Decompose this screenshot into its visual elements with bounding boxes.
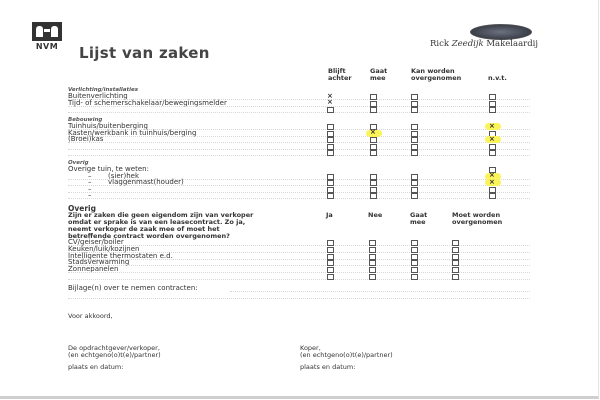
checkbox-ja[interactable]	[327, 254, 334, 260]
list-dash: –	[88, 178, 92, 187]
column-header-line: achter	[328, 74, 352, 82]
list-dash: –	[88, 191, 92, 200]
column-header-line: Ja	[326, 211, 333, 219]
contracts-col-nee	[368, 212, 382, 219]
contracts-question-line: neemt verkoper de zaak mee of moet het	[68, 225, 220, 233]
contracts-col-ja	[326, 212, 333, 219]
checkbox-moet-worden-overgenomen[interactable]	[452, 267, 459, 273]
checkbox-moet-worden-overgenomen[interactable]	[452, 240, 459, 246]
checkbox-nee[interactable]	[369, 247, 376, 253]
row-label: Buitenverlichting	[68, 92, 128, 100]
buyer-signature-block	[300, 345, 393, 371]
list-dash: –	[88, 171, 92, 180]
column-header-line: Gaat	[370, 67, 388, 75]
nvm-logo	[30, 22, 64, 56]
row-divider	[68, 106, 530, 107]
checkbox-kan[interactable]	[411, 124, 418, 130]
checkbox-gaat[interactable]	[370, 180, 377, 186]
checkbox-nvt-checked[interactable]: ×	[489, 121, 495, 130]
checkbox-kan[interactable]	[411, 94, 418, 100]
checkbox-nvt-checked[interactable]: ×	[489, 171, 495, 180]
row-label: Tuinhuis/buitenberging	[68, 122, 148, 130]
contract-row-label: Zonnepanelen	[68, 265, 119, 274]
checkbox-gaat[interactable]	[370, 94, 377, 100]
column-header-line: n.v.t.	[488, 74, 507, 82]
buyer-place-date[interactable]: plaats en datum:	[300, 363, 356, 371]
checkbox-kan[interactable]	[411, 131, 418, 137]
column-header-kan-worden-overgenomen	[411, 68, 461, 82]
checkbox-nvt-checked[interactable]: ×	[489, 177, 495, 186]
column-header-nvt	[488, 75, 507, 82]
checkbox-gaat-mee[interactable]	[411, 240, 418, 246]
row-divider	[68, 155, 530, 156]
checkbox-gaat-mee[interactable]	[411, 247, 418, 253]
checkbox-kan[interactable]	[411, 101, 418, 107]
seller-signature-block	[68, 345, 161, 371]
row-divider	[68, 112, 530, 113]
checkbox-nee[interactable]	[369, 254, 376, 260]
contracts-question-line: omdat er sprake is van een leasecontract. Zo ja,	[68, 218, 246, 226]
contracts-heading: Overig	[68, 204, 96, 213]
checkbox-kan[interactable]	[411, 187, 418, 193]
checkbox-blijft[interactable]	[327, 187, 334, 193]
checkbox-gaat[interactable]	[370, 144, 377, 150]
row-divider	[68, 259, 530, 260]
checkbox-ja[interactable]	[327, 240, 334, 246]
checkbox-ja[interactable]	[327, 274, 334, 280]
seller-place-date[interactable]: plaats en datum:	[68, 363, 124, 371]
nvm-logo-mark-icon	[32, 22, 62, 41]
checkbox-nvt[interactable]	[489, 107, 496, 113]
checkbox-nee[interactable]	[369, 260, 376, 266]
checkbox-blijft[interactable]	[327, 180, 334, 186]
buyer-line: (en echtgeno(o)t(e)/partner)	[300, 351, 393, 359]
checkbox-kan[interactable]	[411, 174, 418, 180]
checkbox-nvt-checked[interactable]: ×	[489, 134, 495, 143]
row-divider	[68, 142, 530, 143]
agency-logo-icon	[470, 24, 532, 40]
row-label: (Broei)kas	[68, 135, 104, 144]
checkbox-blijft[interactable]	[327, 150, 334, 156]
contract-row-label: Stadsverwarming	[68, 258, 130, 267]
checkbox-ja[interactable]	[327, 260, 334, 266]
checkbox-gaat[interactable]	[370, 107, 377, 113]
divider	[68, 298, 530, 299]
checkbox-gaat[interactable]	[370, 174, 377, 180]
row-divider	[68, 192, 530, 193]
checkbox-nvt[interactable]	[489, 101, 496, 107]
list-dash: –	[88, 184, 92, 193]
section-label: Bebouwing	[68, 117, 103, 123]
checkbox-blijft[interactable]	[327, 193, 334, 199]
checkbox-gaat[interactable]	[370, 193, 377, 199]
checkbox-nvt[interactable]	[489, 187, 496, 193]
row-divider	[68, 149, 530, 150]
checkbox-gaat[interactable]	[370, 150, 377, 156]
checkbox-moet-worden-overgenomen[interactable]	[452, 260, 459, 266]
contract-row-label: Intelligente thermostaten e.d.	[68, 251, 173, 260]
checkbox-nvt[interactable]	[489, 150, 496, 156]
row-label: Kasten/werkbank in tuinhuis/berging	[68, 128, 197, 137]
row-divider	[68, 136, 530, 137]
column-header-line: overgenomen	[452, 218, 503, 226]
checkbox-blijft-checked[interactable]: ×	[327, 98, 333, 107]
column-header-line: Kan worden	[411, 67, 455, 75]
section-label: Verlichting/installaties	[68, 87, 139, 93]
seller-line: (en echtgeno(o)t(e)/partner)	[68, 351, 161, 359]
column-header-line: Moet worden	[452, 211, 501, 219]
agency-name-italic: Zeedijk	[451, 39, 484, 49]
column-header-line: mee	[370, 74, 386, 82]
checkbox-kan[interactable]	[411, 144, 418, 150]
attachments-label: Bijlage(n) over te nemen contracten:	[68, 284, 198, 292]
checkbox-nee[interactable]	[369, 267, 376, 273]
row-label: vlaggenmast(houder)	[108, 178, 184, 187]
checkbox-blijft-checked[interactable]: ×	[327, 91, 333, 100]
checkbox-kan[interactable]	[411, 107, 418, 113]
checkbox-kan[interactable]	[411, 150, 418, 156]
checkbox-nvt[interactable]	[489, 193, 496, 199]
checkbox-gaat-mee[interactable]	[411, 274, 418, 280]
row-label: Tijd- of schemerschakelaar/bewegingsmelder	[68, 98, 227, 107]
checkbox-gaat-mee[interactable]	[411, 260, 418, 266]
checkbox-blijft[interactable]	[327, 137, 334, 143]
column-header-line: Gaat	[410, 211, 428, 219]
section-label: Overig	[68, 160, 89, 166]
section-intro: Overige tuin, te weten:	[68, 165, 149, 173]
checkbox-blijft[interactable]	[327, 107, 334, 113]
checkbox-moet-worden-overgenomen[interactable]	[452, 254, 459, 260]
row-divider	[68, 279, 530, 280]
page-title: Lijst van zaken	[79, 44, 210, 62]
checkbox-gaat[interactable]	[370, 187, 377, 193]
checkbox-blijft[interactable]	[327, 131, 334, 137]
checkbox-gaat-mee[interactable]	[411, 267, 418, 273]
contracts-col-moet-worden-overgenomen	[452, 212, 502, 226]
agreement-text: Voor akkoord,	[68, 312, 113, 320]
checkbox-ja[interactable]	[327, 247, 334, 253]
row-divider	[68, 272, 530, 273]
column-header-gaat-mee	[370, 68, 387, 82]
row-label: (sier)hek	[108, 171, 140, 180]
checkbox-gaat-checked[interactable]: ×	[370, 128, 376, 137]
attachments-line[interactable]	[230, 291, 530, 292]
checkbox-ja[interactable]	[327, 267, 334, 273]
agency-name-last: Makelaardij	[483, 39, 539, 49]
checkbox-moet-worden-overgenomen[interactable]	[452, 247, 459, 253]
column-header-line: overgenomen	[411, 74, 462, 82]
row-divider	[68, 185, 530, 186]
checkbox-blijft[interactable]	[327, 144, 334, 150]
column-header-line: mee	[410, 218, 426, 226]
checkbox-kan[interactable]	[411, 137, 418, 143]
contract-row-label: CV/geiser/boiler	[68, 238, 124, 246]
row-divider	[68, 198, 530, 199]
agency-name-first: Rick	[430, 39, 452, 49]
contract-row-label: Keuken/luik/kozijnen	[68, 244, 140, 253]
contracts-question	[68, 212, 253, 240]
checkbox-kan[interactable]	[411, 193, 418, 199]
seller-line: De opdrachtgever/verkoper,	[68, 344, 160, 352]
column-header-line: Blijft	[328, 67, 346, 75]
checkbox-nvt[interactable]	[489, 94, 496, 100]
row-divider	[68, 265, 530, 266]
agency-name	[430, 39, 538, 49]
checkbox-blijft[interactable]	[327, 124, 334, 130]
checkbox-gaat[interactable]	[370, 137, 377, 143]
checkbox-nee[interactable]	[369, 274, 376, 280]
column-header-blijft-achter	[328, 68, 352, 82]
checkbox-gaat-mee[interactable]	[411, 254, 418, 260]
checkbox-gaat[interactable]	[370, 101, 377, 107]
checkbox-blijft[interactable]	[327, 174, 334, 180]
checkbox-kan[interactable]	[411, 180, 418, 186]
column-header-line: Nee	[368, 211, 383, 219]
nvm-logo-text: NVM	[35, 42, 59, 51]
contracts-question-line: Zijn er zaken die geen eigendom zijn van verkoper	[68, 211, 254, 219]
buyer-line: Koper,	[300, 344, 321, 352]
checkbox-nee[interactable]	[369, 240, 376, 246]
checkbox-moet-worden-overgenomen[interactable]	[452, 274, 459, 280]
contracts-col-gaat-mee	[410, 212, 427, 226]
contracts-question-line: betreffende contract worden overgenomen?	[68, 232, 230, 240]
checkbox-nvt[interactable]	[489, 144, 496, 150]
